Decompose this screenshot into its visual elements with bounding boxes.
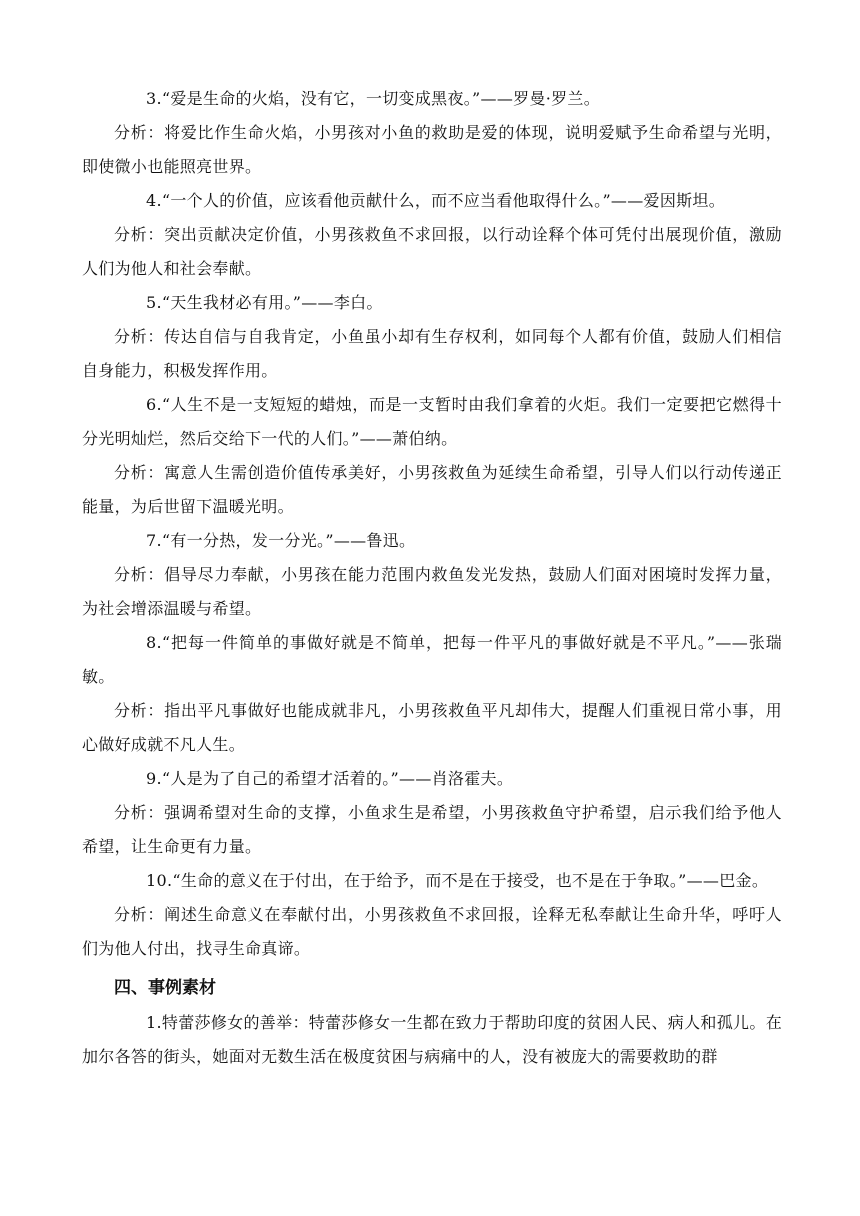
- quote-analysis: 分析：指出平凡事做好也能成就非凡，小男孩救鱼平凡却伟大，提醒人们重视日常小事，用心做好成就不凡人生。: [82, 701, 782, 754]
- quote-text: “一个人的价值，应该看他贡献什么，而不应当看他取得什么。”——爱因斯坦。: [161, 191, 726, 210]
- quote-analysis: 分析：倡导尽力奉献，小男孩在能力范围内救鱼发光发热，鼓励人们面对困境时发挥力量，为社会增添温暖与希望。: [82, 565, 782, 618]
- quote-item: [82, 864, 782, 898]
- quote-analysis: 分析：突出贡献决定价值，小男孩救鱼不求回报，以行动诠释个体可凭付出展现价值，激励人们为他人和社会奉献。: [82, 225, 782, 278]
- example-item: [82, 1006, 782, 1074]
- example-text: 特蕾莎修女的善举：特蕾莎修女一生都在致力于帮助印度的贫困人民、病人和孤儿。在加尔各答的街头，她面对无数生活在极度贫困与病痛中的人，没有被庞大的需要救助的群: [82, 1013, 782, 1066]
- quote-text: “有一分热，发一分光。”——鲁迅。: [161, 531, 416, 550]
- quote-number: 8.: [146, 633, 162, 652]
- section-heading: 四、事例素材: [114, 978, 216, 998]
- example-number: 1.: [146, 1013, 162, 1032]
- quote-analysis: 分析：强调希望对生命的支撑，小鱼求生是希望，小男孩救鱼守护希望，启示我们给予他人希望，让生命更有力量。: [82, 803, 782, 856]
- quote-item: [82, 184, 782, 218]
- quote-text: “人生不是一支短短的蜡烛，而是一支暂时由我们拿着的火炬。我们一定要把它燃得十分光明灿烂，然后交给下一代的人们。”——萧伯纳。: [82, 395, 782, 448]
- quote-item: [82, 626, 782, 694]
- quote-item: [82, 762, 782, 796]
- quote-text: “天生我材必有用。”——李白。: [161, 293, 383, 312]
- quote-text: “爱是生命的火焰，没有它，一切变成黑夜。”——罗曼·罗兰。: [161, 89, 601, 108]
- document-page: [82, 82, 782, 1074]
- quote-item: [82, 524, 782, 558]
- quote-analysis: 分析：阐述生命意义在奉献付出，小男孩救鱼不求回报，诠释无私奉献让生命升华，呼吁人们为他人付出，找寻生命真谛。: [82, 905, 782, 958]
- quote-number: 6.: [146, 395, 162, 414]
- quote-text: “人是为了自己的希望才活着的。”——肖洛霍夫。: [161, 769, 514, 788]
- quote-analysis: 分析：寓意人生需创造价值传承美好，小男孩救鱼为延续生命希望，引导人们以行动传递正能量，为后世留下温暖光明。: [82, 463, 782, 516]
- quote-text: “把每一件简单的事做好就是不简单，把每一件平凡的事做好就是不平凡。”——张瑞敏。: [82, 633, 782, 686]
- quote-number: 5.: [146, 293, 162, 312]
- quote-item: [82, 286, 782, 320]
- quote-number: 4.: [146, 191, 162, 210]
- quote-analysis: 分析：传达自信与自我肯定，小鱼虽小却有生存权利，如同每个人都有价值，鼓励人们相信自身能力，积极发挥作用。: [82, 327, 782, 380]
- quote-number: 9.: [146, 769, 162, 788]
- quote-item: [82, 82, 782, 116]
- quote-number: 3.: [146, 89, 162, 108]
- quote-analysis: 分析：将爱比作生命火焰，小男孩对小鱼的救助是爱的体现，说明爱赋予生命希望与光明，即使微小也能照亮世界。: [82, 123, 782, 176]
- quote-number: 7.: [146, 531, 162, 550]
- quote-text: “生命的意义在于付出，在于给予，而不是在于接受，也不是在于争取。”——巴金。: [172, 871, 769, 890]
- quote-number: 10.: [146, 871, 173, 890]
- quote-item: [82, 388, 782, 456]
